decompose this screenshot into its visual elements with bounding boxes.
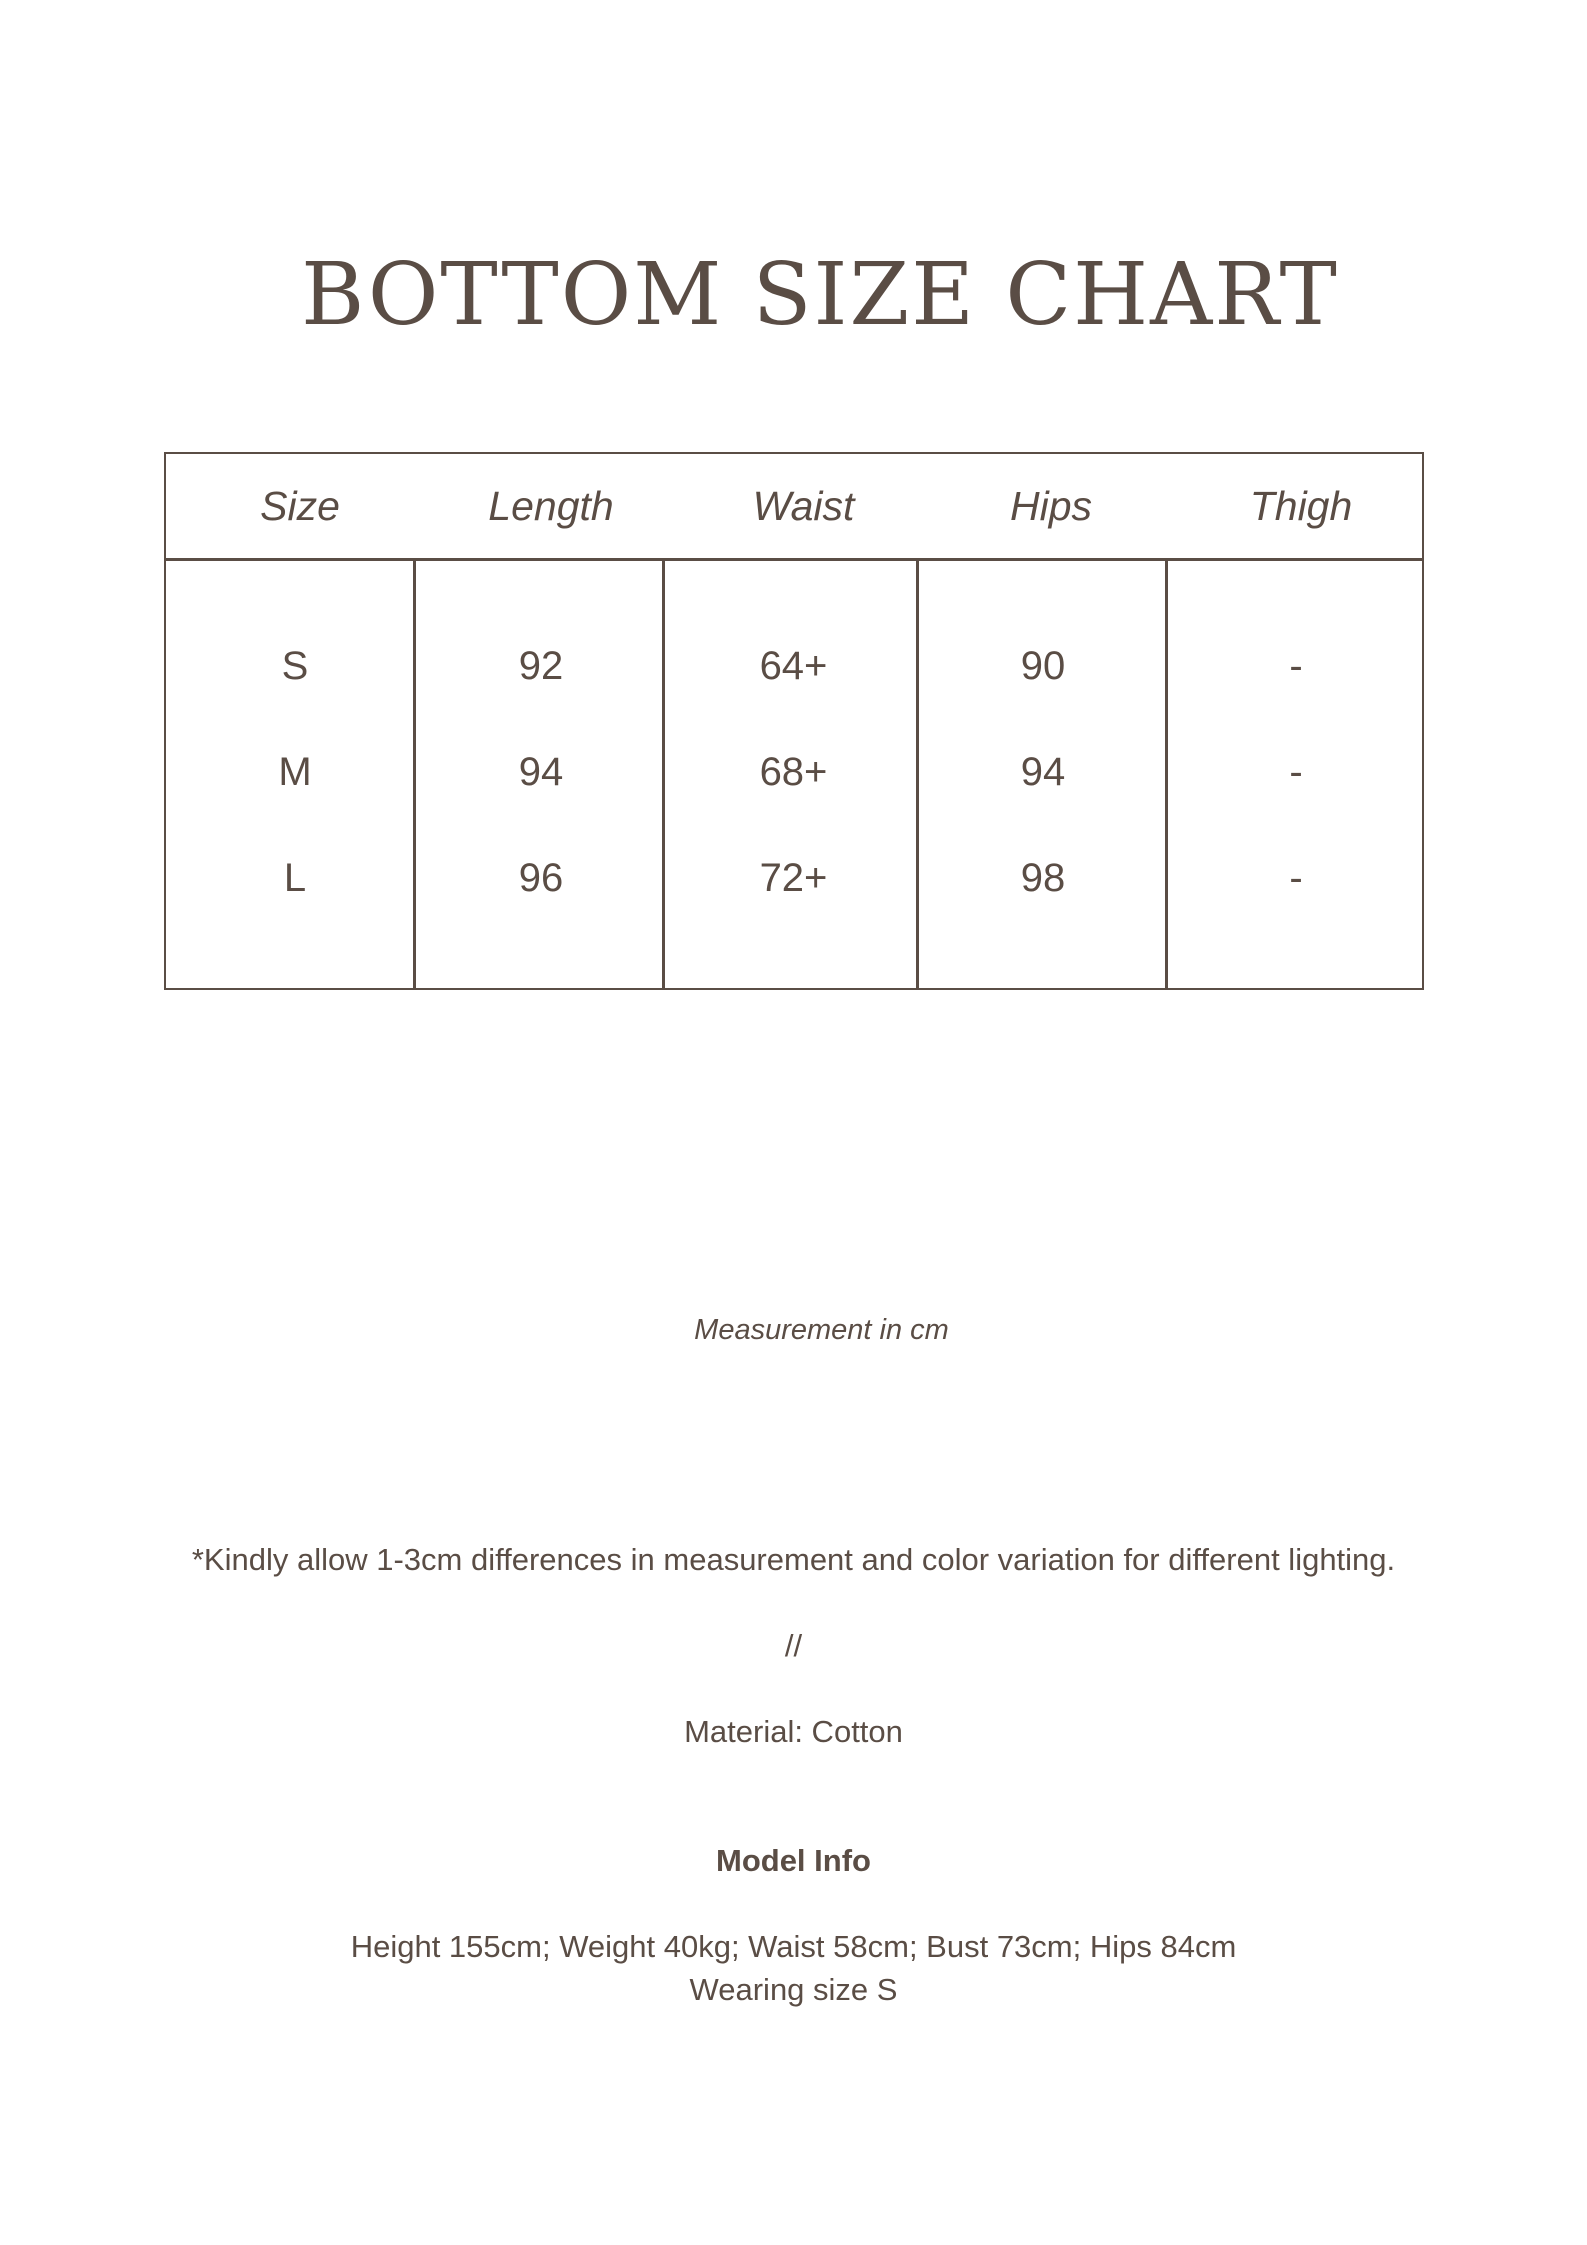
- table-cell: 96: [518, 856, 564, 900]
- page-title: BOTTOM SIZE CHART: [301, 245, 1339, 345]
- column-header-size: Size: [260, 483, 340, 529]
- column-header-hips: Hips: [1009, 483, 1093, 529]
- separator-text: //: [784, 1628, 803, 1663]
- column-header-waist: Waist: [752, 483, 855, 529]
- table-cell: -: [1289, 750, 1303, 794]
- table-cell: 68+: [759, 750, 828, 794]
- column-header-thigh: Thigh: [1249, 483, 1353, 529]
- table-cell: M: [278, 750, 312, 794]
- table-cell: 64+: [759, 644, 828, 688]
- table-cell: 94: [518, 750, 564, 794]
- material-text: Material: Cotton: [684, 1714, 903, 1749]
- table-cell: -: [1289, 856, 1303, 900]
- table-cell: 98: [1020, 856, 1066, 900]
- table-cell: 92: [518, 644, 564, 688]
- disclaimer-text: *Kindly allow 1-3cm differences in measurement and color variation for different lighting.: [191, 1542, 1396, 1577]
- table-cell: 94: [1020, 750, 1066, 794]
- table-cell: 90: [1020, 644, 1066, 688]
- table-header-row: [166, 454, 1422, 561]
- table-cell: L: [283, 856, 307, 900]
- table-cell: -: [1289, 644, 1303, 688]
- measurement-unit-note: Measurement in cm: [694, 1314, 949, 1346]
- model-wearing-size-text: Wearing size S: [689, 1972, 898, 2007]
- model-info-heading: Model Info: [716, 1843, 871, 1878]
- table-cell: S: [281, 644, 309, 688]
- size-chart-table: [164, 452, 1424, 990]
- model-stats-text: Height 155cm; Weight 40kg; Waist 58cm; Bust 73cm; Hips 84cm: [350, 1929, 1237, 1964]
- column-header-length: Length: [488, 483, 614, 529]
- table-cell: 72+: [759, 856, 828, 900]
